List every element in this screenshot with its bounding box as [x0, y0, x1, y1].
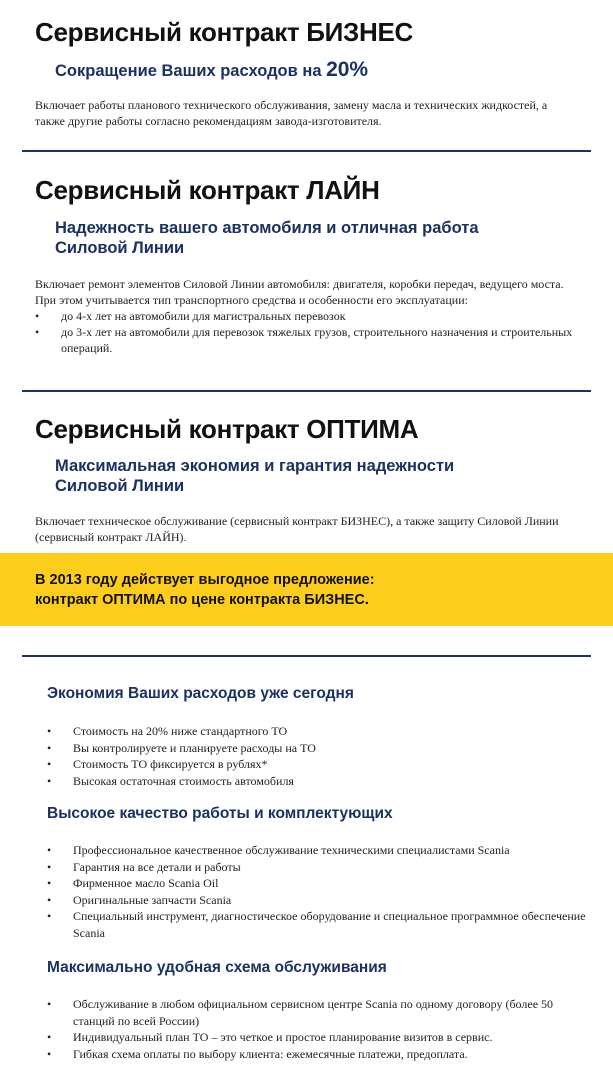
list-item: • Обслуживание в любом официальном сервисном центре Scania по одному договору (более 50 станций по всей России)	[47, 996, 587, 1029]
section-business-title: Сервисный контракт БИЗНЕС	[35, 17, 414, 47]
list-item: • Высокая остаточная стоимость автомобиля	[47, 773, 587, 790]
benefit-convenience-list	[47, 996, 587, 1062]
list-item: • до 4-х лет на автомобили для магистральных перевозок	[35, 308, 575, 324]
section-business-subtitle-value: 20%	[326, 58, 369, 81]
section-line-subtitle	[55, 218, 479, 258]
list-item: • Гарантия на все детали и работы	[47, 859, 587, 876]
benefit-savings-list	[47, 723, 587, 789]
section-optima-subtitle	[55, 456, 454, 496]
section-line-bullets	[35, 308, 575, 356]
benefit-quality-title: Высокое качество работы и комплектующих	[47, 805, 393, 822]
promo-banner-text	[35, 570, 375, 610]
list-item: • Профессиональное качественное обслуживание техническими специалистами Scania	[47, 842, 587, 859]
section-line-paragraph: Включает ремонт элементов Силовой Линии автомобиля: двигателя, коробки передач, ведущего моста. При этом учитывается тип транспортного средства и особенности его эксплуатации:	[35, 277, 564, 307]
section-line-title: Сервисный контракт ЛАЙН	[35, 175, 380, 205]
list-item: • Фирменное масло Scania Oil	[47, 875, 587, 892]
list-item: • до 3-х лет на автомобили для перевозок тяжелых грузов, строительного назначения и строительных операций.	[35, 324, 575, 356]
section-optima-subtitle-line1: Максимальная экономия и гарантия надежности	[55, 457, 455, 475]
list-item: • Гибкая схема оплаты по выбору клиента: ежемесячные платежи, предоплата.	[47, 1046, 587, 1063]
divider	[22, 655, 591, 657]
benefit-savings-title: Экономия Ваших расходов уже сегодня	[47, 685, 354, 702]
section-optima-body: Включает техническое обслуживание (сервисный контракт БИЗНЕС), а также защиту Силовой Линии (сервисный контракт ЛАЙН).	[35, 514, 559, 544]
list-item: • Вы контролируете и планируете расходы на ТО	[47, 740, 587, 757]
section-optima-title: Сервисный контракт ОПТИМА	[35, 414, 419, 444]
divider	[22, 150, 591, 152]
benefit-quality-list	[47, 842, 587, 941]
promo-banner-line1: В 2013 году действует выгодное предложение:	[35, 572, 375, 588]
list-item: • Стоимость ТО фиксируется в рублях*	[47, 756, 587, 773]
benefit-convenience-title: Максимально удобная схема обслуживания	[47, 959, 387, 976]
section-line-subtitle-line2: Силовой Линии	[55, 239, 185, 257]
promo-banner	[0, 553, 613, 626]
section-business-subtitle-text: Сокращение Ваших расходов на	[55, 62, 327, 80]
section-line-subtitle-line1: Надежность вашего автомобиля и отличная работа	[55, 219, 479, 237]
section-line-body	[35, 276, 575, 356]
list-item: • Оригинальные запчасти Scania	[47, 892, 587, 909]
list-item: • Специальный инструмент, диагностическое оборудование и специальное программное обеспечение Scania	[47, 908, 587, 941]
list-item: • Индивидуальный план ТО – это четкое и простое планирование визитов в сервис.	[47, 1029, 587, 1046]
section-optima-subtitle-line2: Силовой Линии	[55, 477, 185, 495]
section-business-subtitle	[55, 60, 368, 81]
list-item: • Стоимость на 20% ниже стандартного ТО	[47, 723, 587, 740]
promo-banner-line2: контракт ОПТИМА по цене контракта БИЗНЕС.	[35, 592, 369, 608]
section-business-body: Включает работы планового технического обслуживания, замену масла и технических жидкостей, а также другие работы согласно рекомендациям завода-изготовителя.	[35, 98, 548, 128]
divider	[22, 390, 591, 392]
